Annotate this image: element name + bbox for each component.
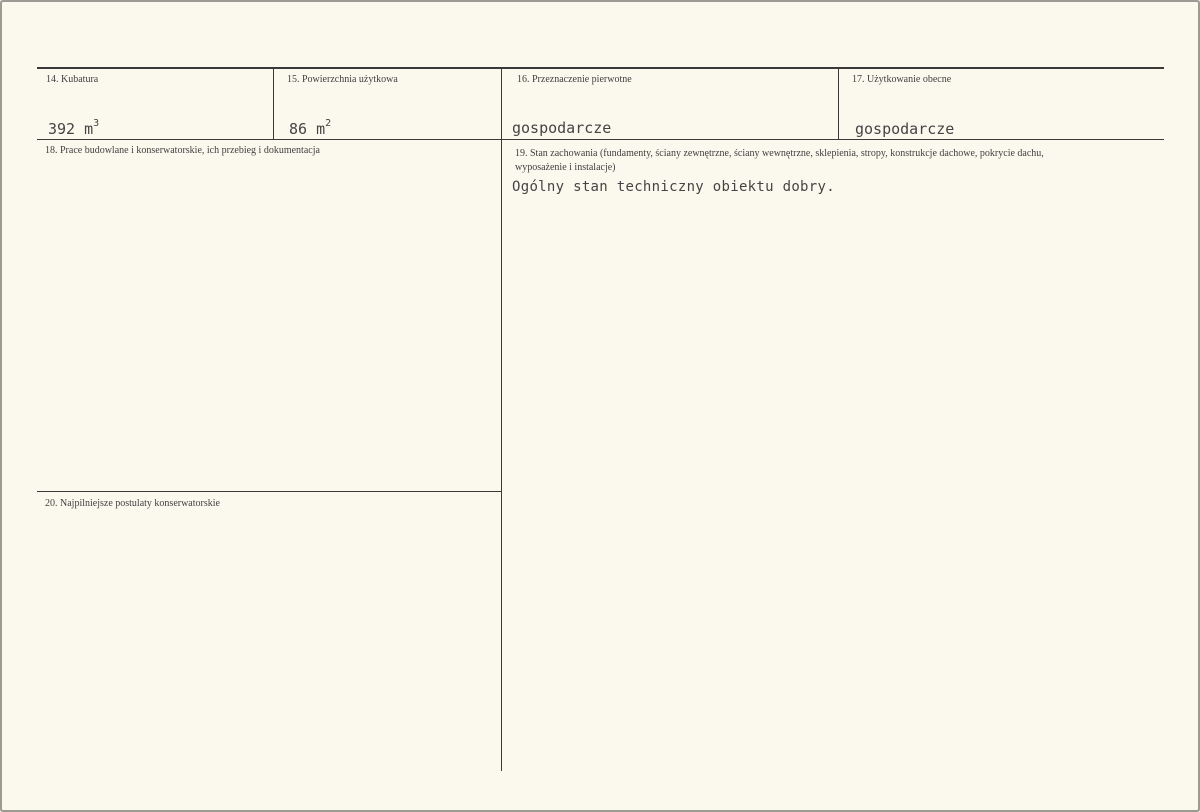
column-divider-2 <box>501 68 502 771</box>
field-14-value <box>48 118 99 138</box>
field-16-label: 16. Przeznaczenie pierwotne <box>517 74 632 85</box>
field-14-number: 392 m <box>48 120 94 138</box>
field-18-label: 18. Prace budowlane i konserwatorskie, ich przebieg i dokumentacja <box>45 145 320 156</box>
column-divider-3 <box>838 68 839 140</box>
field-14-exponent: 3 <box>93 118 100 129</box>
field-16-value: gospodarcze <box>512 119 612 137</box>
field-17-label: 17. Użytkowanie obecne <box>852 74 952 85</box>
field-17-value: gospodarcze <box>855 120 955 138</box>
field-15-number: 86 m <box>289 120 326 138</box>
section-divider <box>37 491 501 492</box>
top-rule <box>37 67 1164 69</box>
field-15-label: 15. Powierzchnia użytkowa <box>287 74 398 85</box>
column-divider-1 <box>273 68 274 140</box>
field-19-value: Ogólny stan techniczny obiektu dobry. <box>512 179 835 195</box>
field-19-label: 19. Stan zachowania (fundamenty, ściany zewnętrzne, ściany wewnętrzne, sklepienia, stropy, konstrukcje dachowe, pokrycie dachu, wyposażenie i instalacje) <box>515 148 1044 173</box>
field-15-value <box>289 118 331 138</box>
field-20-label: 20. Najpilniejsze postulaty konserwatorskie <box>45 498 220 509</box>
field-14-label: 14. Kubatura <box>46 74 99 85</box>
row-divider <box>37 139 1164 140</box>
field-15-exponent: 2 <box>325 118 332 129</box>
